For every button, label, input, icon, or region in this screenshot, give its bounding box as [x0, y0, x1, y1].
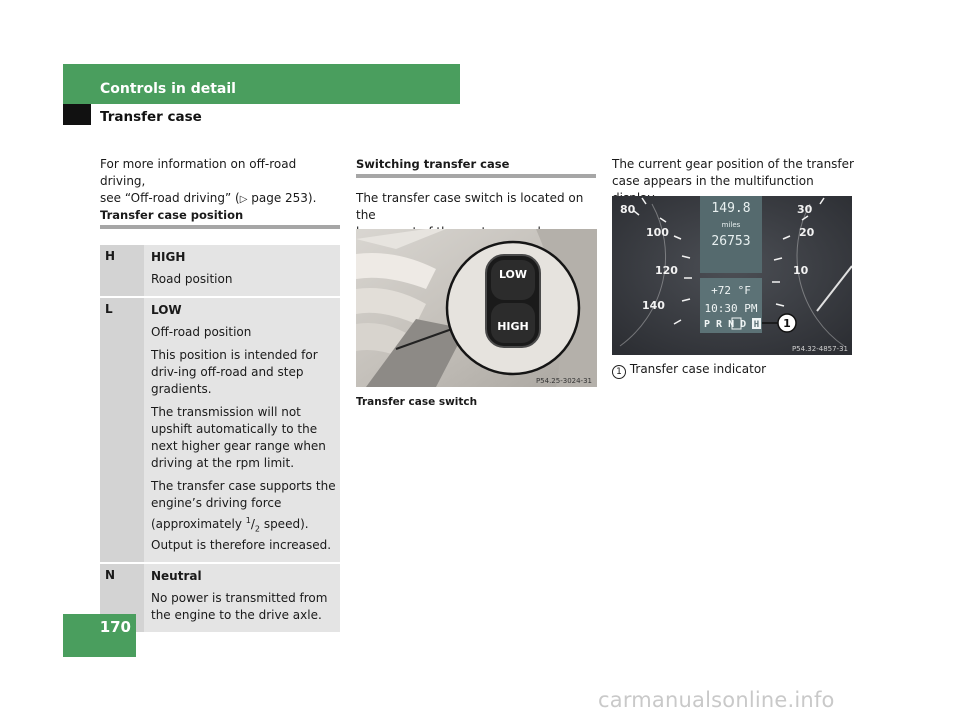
row-text: This position is intended for driv-ing off-road and step gradients.	[151, 348, 318, 396]
callout-number: 1	[783, 317, 791, 330]
switch-low-label: LOW	[498, 268, 528, 281]
speedo-label-30: 30	[797, 203, 813, 216]
section-title: Controls in detail	[100, 81, 236, 97]
row-text: Road position	[151, 272, 233, 286]
row-title: HIGH	[151, 250, 186, 264]
row-key: H	[100, 245, 144, 296]
title-marker	[63, 104, 91, 125]
cluster-photo	[612, 196, 852, 355]
subheading-rule	[100, 225, 340, 229]
fraction-numerator: 1	[245, 516, 251, 525]
row-text: The transmission will not upshift automatically to the next higher gear range when driving at the rpm limit.	[151, 405, 326, 470]
legend-number-icon: 1	[612, 365, 626, 379]
table-row-neutral	[100, 564, 340, 632]
gear-readout: P R N D	[704, 319, 747, 330]
position-table	[100, 245, 340, 632]
switch-photo	[356, 229, 597, 387]
row-title: Neutral	[151, 569, 202, 584]
odo-unit: miles	[721, 221, 741, 229]
page-ref-link[interactable]: page 253).	[247, 191, 317, 205]
fraction-denominator: 2	[254, 524, 260, 534]
watermark: carmanualsonline.info	[598, 688, 835, 712]
speedo-label-80: 80	[620, 203, 636, 216]
intro-line-2: see “Off-road driving” (▷ page 253).	[100, 191, 317, 205]
subheading-switching: Switching transfer case	[356, 157, 510, 171]
transfer-indicator-letter: H	[753, 320, 760, 330]
row-title: LOW	[151, 303, 182, 317]
switch-text: The transfer case switch is located on the	[356, 191, 584, 222]
row-key: N	[100, 564, 144, 632]
intro-text	[100, 156, 345, 208]
time-readout: 10:30 PM	[704, 302, 758, 315]
speedo-label-10: 10	[793, 264, 809, 277]
switch-high-label: HIGH	[497, 320, 529, 333]
switching-rule	[356, 174, 596, 178]
photo-code: P54.25-3024-31	[535, 377, 592, 385]
row-text: The transfer case supports the engine’s driving force (approximately $^1/_2$ speed). Output is therefore increased.	[151, 479, 336, 553]
speedo-label-120: 120	[655, 264, 678, 277]
odometer-value: 26753	[711, 234, 751, 249]
page-number: 170	[99, 618, 131, 636]
speedo-label-20: 20	[799, 226, 815, 239]
table-row-low	[100, 298, 340, 564]
legend-item	[612, 361, 766, 379]
trip-value: 149.8	[711, 201, 751, 216]
row-text: Off-road position	[151, 325, 252, 339]
row-key: L	[100, 298, 144, 562]
temp-readout: +72 °F	[711, 284, 751, 297]
display-text: The current gear position of the transfer case appears in the multifunction	[612, 157, 854, 188]
legend-text: Transfer case indicator	[629, 362, 767, 376]
cluster-photo-code: P54.32-4857-31	[791, 345, 848, 353]
switch-caption: Transfer case switch	[356, 396, 478, 408]
speedo-label-140: 140	[642, 299, 665, 312]
speedo-label-100: 100	[646, 226, 669, 239]
page-title: Transfer case	[100, 109, 202, 125]
page-ref-arrow-icon: ▷	[239, 194, 248, 205]
intro-line-1: For more information on off-road driving,	[100, 157, 297, 188]
row-text: No power is transmitted from the engine to the drive axle.	[151, 591, 328, 623]
table-row-high	[100, 245, 340, 298]
subheading-position: Transfer case position	[100, 208, 244, 222]
